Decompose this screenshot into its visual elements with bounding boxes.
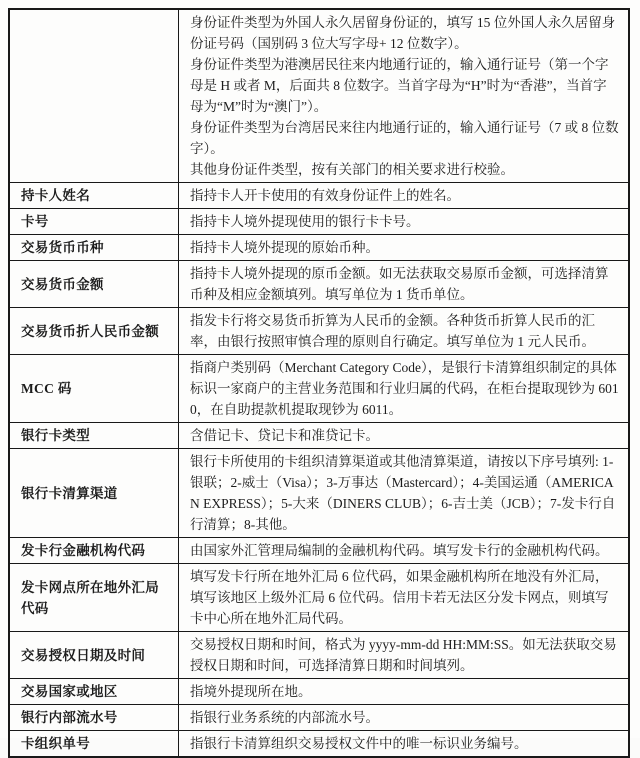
table-row xyxy=(9,209,629,235)
table-row xyxy=(9,538,629,564)
field-desc-cell xyxy=(179,705,630,731)
field-desc-cell xyxy=(179,564,630,632)
field-name-cell: 银行卡类型 xyxy=(9,423,179,449)
field-name-cell: 交易国家或地区 xyxy=(9,679,179,705)
field-desc-cell xyxy=(179,423,630,449)
field-desc-cell xyxy=(179,308,630,355)
table-row xyxy=(9,9,629,183)
table-row xyxy=(9,308,629,355)
desc-paragraph: 指银行业务系统的内部流水号。 xyxy=(190,710,379,725)
table-row xyxy=(9,564,629,632)
field-desc-cell xyxy=(179,679,630,705)
field-desc-cell xyxy=(179,731,630,758)
field-desc-cell xyxy=(179,183,630,209)
field-name-cell: 持卡人姓名 xyxy=(9,183,179,209)
field-name-cell: 卡号 xyxy=(9,209,179,235)
field-desc-cell xyxy=(179,209,630,235)
field-definition-table xyxy=(8,8,630,758)
desc-paragraph: 身份证件类型为台湾居民来往内地通行证的，输入通行证号（7 或 8 位数字）。 xyxy=(190,120,619,156)
desc-paragraph: 填写发卡行所在地外汇局 6 位代码，如果金融机构所在地没有外汇局，填写该地区上级外汇局 6 位代码。信用卡若无法区分发卡网点，则填写卡中心所在地外汇局代码。 xyxy=(190,569,609,626)
field-desc-cell xyxy=(179,538,630,564)
field-name-cell: 银行内部流水号 xyxy=(9,705,179,731)
desc-paragraph: 指商户类别码（Merchant Category Code），是银行卡清算组织制定的具体标识一家商户的主营业务范围和行业归属的代码，在柜台提取现钞为 6010，在自助提款机提取现钞为 6011。 xyxy=(190,360,619,417)
desc-paragraph: 指银行卡清算组织交易授权文件中的唯一标识业务编号。 xyxy=(190,736,528,751)
table-row xyxy=(9,449,629,538)
table-row xyxy=(9,355,629,423)
field-desc-cell xyxy=(179,261,630,308)
desc-paragraph: 含借记卡、贷记卡和准贷记卡。 xyxy=(190,428,379,443)
field-desc-cell xyxy=(179,632,630,679)
desc-paragraph: 指发卡行将交易货币折算为人民币的金额。各种货币折算人民币的汇率，由银行按照审慎合理的原则自行确定。填写单位为 1 元人民币。 xyxy=(190,313,595,349)
desc-paragraph: 身份证件类型为港澳居民往来内地通行证的，输入通行证号（第一个字母是 H 或者 M，后面共 8 位数字。当首字母为“H”时为“香港”，当首字母为“M”时为“澳门”）。 xyxy=(190,57,609,114)
field-table-body xyxy=(9,9,629,757)
field-desc-cell xyxy=(179,235,630,261)
desc-paragraph: 由国家外汇管理局编制的金融机构代码。填写发卡行的金融机构代码。 xyxy=(190,543,609,558)
desc-paragraph: 交易授权日期和时间，格式为 yyyy-mm-dd HH:MM:SS。如无法获取交易授权日期和时间，可选择清算日期和时间填列。 xyxy=(190,637,617,673)
field-name-cell: 银行卡清算渠道 xyxy=(9,449,179,538)
table-row xyxy=(9,705,629,731)
field-name-cell: 发卡行金融机构代码 xyxy=(9,538,179,564)
table-row xyxy=(9,423,629,449)
table-row xyxy=(9,679,629,705)
field-desc-cell xyxy=(179,355,630,423)
field-name-cell: 交易货币币种 xyxy=(9,235,179,261)
field-name-cell: 发卡网点所在地外汇局代码 xyxy=(9,564,179,632)
desc-paragraph: 指持卡人境外提现使用的银行卡卡号。 xyxy=(190,214,420,229)
field-desc-cell xyxy=(179,9,630,183)
table-row xyxy=(9,632,629,679)
table-row xyxy=(9,183,629,209)
desc-paragraph: 指境外提现所在地。 xyxy=(190,684,312,699)
field-name-cell: 交易授权日期及时间 xyxy=(9,632,179,679)
field-name-cell: MCC 码 xyxy=(9,355,179,423)
desc-paragraph: 指持卡人开卡使用的有效身份证件上的姓名。 xyxy=(190,188,460,203)
desc-paragraph: 指持卡人境外提现的原币金额。如无法获取交易原币金额，可选择清算币种及相应金额填列。填写单位为 1 货币单位。 xyxy=(190,266,609,302)
table-row xyxy=(9,261,629,308)
field-name-cell: 交易货币金额 xyxy=(9,261,179,308)
table-row xyxy=(9,235,629,261)
desc-paragraph: 其他身份证件类型，按有关部门的相关要求进行校验。 xyxy=(190,162,514,177)
desc-paragraph: 指持卡人境外提现的原始币种。 xyxy=(190,240,379,255)
table-row xyxy=(9,731,629,758)
field-name-cell: 卡组织单号 xyxy=(9,731,179,758)
field-name-cell: 交易货币折人民币金额 xyxy=(9,308,179,355)
field-desc-cell xyxy=(179,449,630,538)
field-name-cell xyxy=(9,9,179,183)
desc-paragraph: 身份证件类型为外国人永久居留身份证的，填写 15 位外国人永久居留身份证号码（国别码 3 位大写字母+ 12 位数字）。 xyxy=(190,15,616,51)
desc-paragraph: 银行卡所使用的卡组织清算渠道或其他清算渠道，请按以下序号填列: 1-银联；2-威士（Visa）；3-万事达（Mastercard）；4-美国运通（AMERICAN EXPRESS）；5-大来（DINERS CLUB）；6-吉士美（JCB）；7-发卡行自行清算；8-其他。 xyxy=(190,454,616,532)
